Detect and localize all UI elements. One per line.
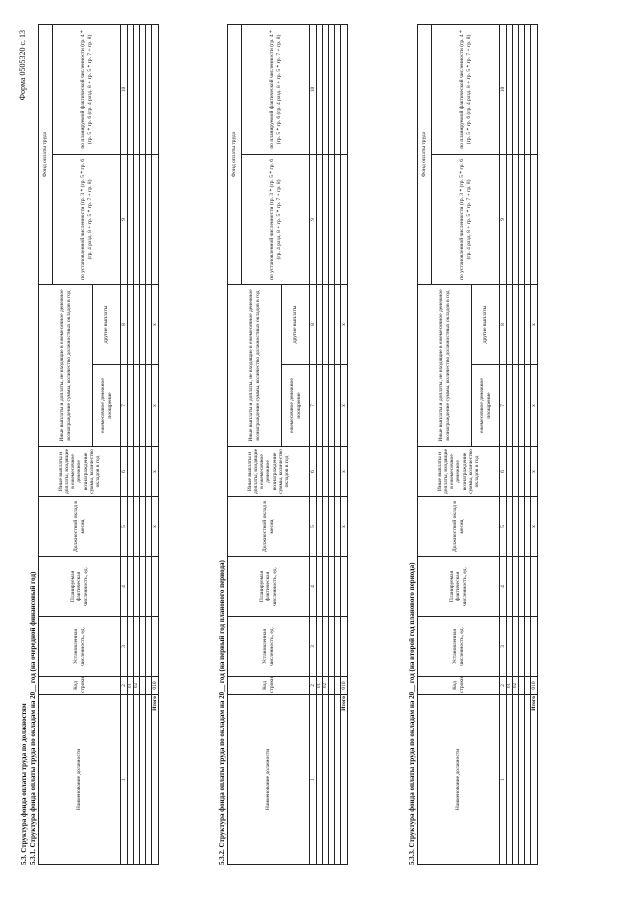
header-fund-staff: по установленной численности (гр. 3 * (гр. 5 * гр. 6 (гр. 4 разд. 8 + гр. 5 * гр. 7 + гр. 8) bbox=[53, 154, 121, 284]
header-monthly-bonus: ежемесячное денежное поощрение bbox=[93, 365, 121, 447]
header-monthly-bonus: ежемесячное денежное поощрение bbox=[282, 365, 310, 447]
header-fund: Фонд оплаты труда bbox=[418, 24, 432, 284]
header-other-in: Иные выплаты и доплаты, входящие в ежемесячное денежное вознаграждение суммы, количество окладов в год bbox=[228, 447, 310, 497]
col-number: 3 bbox=[310, 617, 317, 677]
col-number: 4 bbox=[310, 557, 317, 617]
header-staff: Установленная численность, ед. bbox=[418, 617, 500, 677]
header-planned: Планируемая фактическая численность, ед. bbox=[418, 557, 500, 617]
cell bbox=[341, 24, 348, 154]
col-number: 9 bbox=[310, 154, 317, 284]
header-other-payments: другие выплаты bbox=[93, 284, 121, 364]
total-label: Итого bbox=[341, 695, 348, 865]
header-fund-staff: по установленной численности (гр. 3 * (гр. 5 * гр. 6 (гр. 4 разд. 8 + гр. 5 * гр. 7 + гр. 8) bbox=[242, 154, 310, 284]
x-mark: x bbox=[152, 447, 159, 497]
header-code: Код строки bbox=[418, 677, 500, 695]
header-planned: Планируемая фактическая численность, ед. bbox=[39, 557, 121, 617]
col-number: 10 bbox=[121, 24, 128, 154]
header-staff: Установленная численность, ед. bbox=[39, 617, 121, 677]
header-code: Код строки bbox=[39, 677, 121, 695]
header-other-out: Иные выплаты и доплаты, не входящие в ежемесячное денежное вознаграждение суммы, количество должностных окладов в год bbox=[418, 284, 472, 446]
col-number: 2 bbox=[500, 677, 507, 695]
col-number: 8 bbox=[500, 284, 507, 364]
total-code: 010 bbox=[531, 677, 538, 695]
row-code: 01 bbox=[507, 677, 513, 695]
header-other-payments: другие выплаты bbox=[282, 284, 310, 364]
cell bbox=[341, 557, 348, 617]
section-3 bbox=[408, 25, 538, 865]
row-code: 02 bbox=[513, 677, 519, 695]
x-mark: x bbox=[341, 365, 348, 447]
header-fund-planned: по планируемой фактической численности (гр. 4 * (гр. 5 * гр. 6 (гр. 4 разд. 8 + гр. 5 * гр. 7 + гр. 8) bbox=[432, 24, 500, 154]
col-number: 9 bbox=[500, 154, 507, 284]
x-mark: x bbox=[341, 284, 348, 364]
col-number: 6 bbox=[121, 447, 128, 497]
col-number: 1 bbox=[310, 695, 317, 865]
x-mark: x bbox=[341, 447, 348, 497]
col-number: 1 bbox=[500, 695, 507, 865]
fund-structure-table bbox=[417, 24, 538, 865]
form-code: Форма 0505320 с. 13 bbox=[18, 30, 27, 101]
main-title: 5.3. Структура фонда оплаты труда по должностям bbox=[20, 703, 28, 865]
col-number: 2 bbox=[310, 677, 317, 695]
row-code: 01 bbox=[317, 677, 323, 695]
total-row bbox=[531, 24, 538, 864]
header-position: Наименование должности bbox=[418, 695, 500, 865]
section-title: 5.3.3. Структура фонда оплаты труда по окладам на 20__ год (на второй год планового периода) bbox=[408, 562, 416, 865]
x-mark: x bbox=[531, 365, 538, 447]
header-salary: Должностной оклад в месяц bbox=[39, 497, 121, 557]
section-title: 5.3.2. Структура фонда оплаты труда по окладам на 20__ год (на первый год планового периода) bbox=[218, 560, 226, 865]
col-number: 1 bbox=[121, 695, 128, 865]
col-number: 5 bbox=[121, 497, 128, 557]
total-code: 010 bbox=[152, 677, 159, 695]
col-number: 5 bbox=[500, 497, 507, 557]
row-code: 02 bbox=[134, 677, 140, 695]
cell bbox=[531, 557, 538, 617]
col-number: 7 bbox=[121, 365, 128, 447]
col-number: 10 bbox=[310, 24, 317, 154]
header-code: Код строки bbox=[228, 677, 310, 695]
x-mark: x bbox=[531, 447, 538, 497]
header-other-out: Иные выплаты и доплаты, не входящие в ежемесячное денежное вознаграждение суммы, количество должностных окладов в год bbox=[228, 284, 282, 446]
col-number: 3 bbox=[121, 617, 128, 677]
header-other-in: Иные выплаты и доплаты, входящие в ежемесячное денежное вознаграждение суммы, количество окладов в год bbox=[39, 447, 121, 497]
header-fund-staff: по установленной численности (гр. 3 * (гр. 5 * гр. 6 (гр. 4 разд. 8 + гр. 5 * гр. 7 + гр. 8) bbox=[432, 154, 500, 284]
cell bbox=[531, 617, 538, 677]
cell bbox=[531, 24, 538, 154]
header-salary: Должностной оклад в месяц bbox=[228, 497, 310, 557]
total-label: Итого bbox=[531, 695, 538, 865]
x-mark: x bbox=[152, 365, 159, 447]
col-number: 8 bbox=[310, 284, 317, 364]
col-number: 6 bbox=[500, 447, 507, 497]
section-2 bbox=[218, 25, 348, 865]
header-staff: Установленная численность, ед. bbox=[228, 617, 310, 677]
col-number: 5 bbox=[310, 497, 317, 557]
col-number: 3 bbox=[500, 617, 507, 677]
fund-structure-table bbox=[227, 24, 348, 865]
cell bbox=[152, 154, 159, 284]
x-mark: x bbox=[341, 497, 348, 557]
header-other-payments: другие выплаты bbox=[472, 284, 500, 364]
x-mark: x bbox=[531, 284, 538, 364]
col-number: 8 bbox=[121, 284, 128, 364]
cell bbox=[152, 557, 159, 617]
row-code: 01 bbox=[128, 677, 134, 695]
total-label: Итого bbox=[152, 695, 159, 865]
x-mark: x bbox=[152, 497, 159, 557]
col-number: 4 bbox=[121, 557, 128, 617]
header-other-in: Иные выплаты и доплаты, входящие в ежемесячное денежное вознаграждение суммы, количество окладов в год bbox=[418, 447, 500, 497]
header-fund-planned: по планируемой фактической численности (гр. 4 * (гр. 5 * гр. 6 (гр. 4 разд. 8 + гр. 5 * гр. 7 + гр. 8) bbox=[242, 24, 310, 154]
section-title: 5.3.1. Структура фонда оплаты труда по окладам на 20__ год (на очередной финансовый год) bbox=[29, 571, 37, 865]
x-mark: x bbox=[152, 284, 159, 364]
col-number: 9 bbox=[121, 154, 128, 284]
header-other-out: Иные выплаты и доплаты, не входящие в ежемесячное денежное вознаграждение суммы, количество должностных окладов в год bbox=[39, 284, 93, 446]
fund-structure-table bbox=[38, 24, 159, 865]
header-position: Наименование должности bbox=[39, 695, 121, 865]
section-1 bbox=[20, 25, 159, 865]
x-mark: x bbox=[531, 497, 538, 557]
col-number: 4 bbox=[500, 557, 507, 617]
col-number: 7 bbox=[310, 365, 317, 447]
total-code: 010 bbox=[341, 677, 348, 695]
total-row bbox=[341, 24, 348, 864]
row-code: 02 bbox=[323, 677, 329, 695]
col-number: 2 bbox=[121, 677, 128, 695]
col-number: 6 bbox=[310, 447, 317, 497]
col-number: 10 bbox=[500, 24, 507, 154]
header-position: Наименование должности bbox=[228, 695, 310, 865]
header-planned: Планируемая фактическая численность, ед. bbox=[228, 557, 310, 617]
cell bbox=[152, 24, 159, 154]
header-salary: Должностной оклад в месяц bbox=[418, 497, 500, 557]
header-fund-planned: по планируемой фактической численности (гр. 4 * (гр. 5 * гр. 6 (гр. 4 разд. 8 + гр. 5 * гр. 7 + гр. 8) bbox=[53, 24, 121, 154]
header-monthly-bonus: ежемесячное денежное поощрение bbox=[472, 365, 500, 447]
cell bbox=[341, 154, 348, 284]
col-number: 7 bbox=[500, 365, 507, 447]
cell bbox=[531, 154, 538, 284]
cell bbox=[341, 617, 348, 677]
header-fund: Фонд оплаты труда bbox=[39, 24, 53, 284]
header-fund: Фонд оплаты труда bbox=[228, 24, 242, 284]
total-row bbox=[152, 24, 159, 864]
cell bbox=[152, 617, 159, 677]
